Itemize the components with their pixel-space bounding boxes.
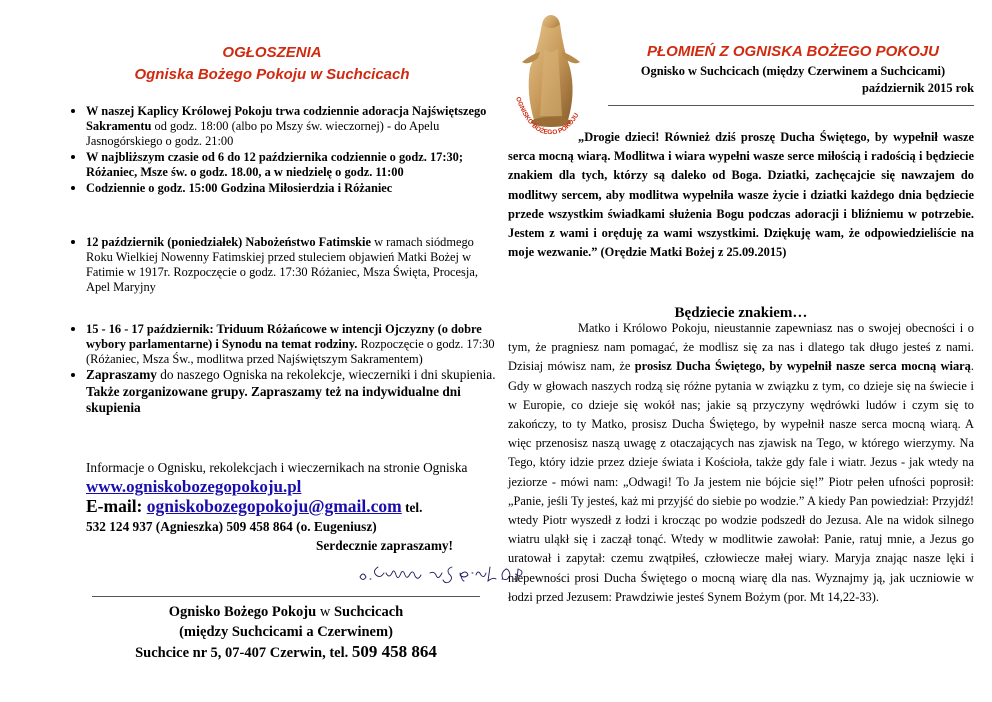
list-item: [86, 367, 496, 417]
announcement-triduum: [64, 321, 496, 417]
footer-address: [56, 602, 516, 663]
announcements-title: OGŁOSZENIA: [222, 44, 322, 61]
announcement-list: [64, 103, 496, 196]
tel-label: tel.: [401, 500, 423, 515]
footer-w: w: [316, 604, 334, 620]
announcement-text: Rozpoczęcie o godz. 17:30 (Różaniec, Msza Św., modlitwa przed Najświętszym Sakramentem): [86, 337, 495, 366]
article-heading: Będziecie znakiem…: [674, 305, 808, 321]
announcement-text: od godz. 18:00 (albo po Mszy św. wieczornej) - do Apelu Jasnogórskiego o godz. 21:00: [86, 119, 440, 148]
article-text: . Gdy w głowach naszych rodzą się różne pytania w związku z tym, co dzieje się na świecie i w Europie, co dzieje się wokół nas; jakie są przyczyny wędrówki ludów i czym się to zakończy, to ty Matko, prosisz Ducha Świętego, by wypełnił nasze serca mocną wiarą. A więc przenosisz naszą uwagę z otaczających nas zjawisk na Tego, w którego wierzymy. Na Tego, który idzie przez dzieje świata i Kościoła, także gdy fale i wiatr. Jezus - jak wtedy na jeziorze - mówi nam: „Odwagi! To Ja jestem nie bójcie się!” Piotr pełen ufności poprosił: „Panie, jeśli Ty jesteś, każ mi przyjść do siebie po wodzie.” A kiedy Pan powiedział: Przyjdź! wtedy Piotr wyszedł z łodzi i krocząc po wodzie podszedł do Jezusa. Ale na widok silnego wiatru uląkł się i zaczął tonąć. Wtedy w modlitwie zawołał: Panie, ratuj mnie, a Jezus go uratował i zapytał: czemu zwątpiłeś, człowiecze małej wiary. Maryja znając nasze lęki i niepewności prosi Ducha Świętego o mocną wiarę dla nas. Wyznajmy ją, jak uczniowie w łodzi przed Jezusem: Prawdziwie jesteś Synem Bożym (por. Mt 14,22-33).: [508, 359, 974, 604]
footer-phone: 509 458 864: [351, 642, 437, 661]
list-item: [86, 180, 496, 196]
footer-place: Suchcicach: [333, 604, 404, 620]
statue-caption: OGNISKO BOŻEGO POKOJU: [514, 96, 581, 137]
madonna-statue-logo: [508, 8, 594, 138]
footer-name: Ognisko Bożego Pokoju: [168, 604, 317, 620]
newsletter-date: październik 2015 rok: [862, 81, 974, 95]
newsletter-title: PŁOMIEŃ Z OGNISKA BOŻEGO POKOJU: [647, 43, 939, 60]
info-text: Informacje o Ognisku, rekolekcjach i wieczernikach na stronie Ogniska: [86, 460, 468, 475]
article-body: [508, 319, 974, 607]
list-item: [86, 234, 496, 295]
announcements-subtitle: Ogniska Bożego Pokoju w Suchcicach: [134, 66, 410, 83]
handwritten-signature: [356, 561, 526, 585]
article-bold: prosisz Ducha Świętego, by wypełnił nasze serca mocną wiarą: [634, 359, 971, 374]
announcement-bold: 15 - 16 - 17 październik: Triduum Różańcowe w intencji Ojczyzny (o dobre wybory parlamentarne) i Synodu na temat rodziny.: [86, 322, 482, 351]
email-label: E-mail:: [86, 496, 147, 516]
announcement-bold: W najbliższym czasie od 6 do 12 października codziennie o godz. 17:30; Różaniec, Msze św. o godz. 18.00, a w niedzielę o godz. 11:00: [86, 150, 463, 179]
announcement-bold: W naszej Kaplicy Królowej Pokoju trwa codziennie adoracja Najświętszego Sakramentu: [86, 104, 487, 133]
announcement-fatima: [64, 234, 496, 295]
list-item: [86, 103, 496, 149]
announcement-bold: Zapraszamy: [86, 367, 157, 382]
announcement-bold: Także zorganizowane grupy. Zapraszamy też na indywidualne dni skupienia: [86, 383, 461, 415]
divider: [608, 105, 974, 106]
divider: [92, 596, 480, 597]
greeting: Serdecznie zapraszamy!: [316, 538, 453, 553]
list-item: [86, 149, 496, 180]
madonna-message: „Drogie dzieci! Również dziś proszę Ducha Świętego, by wypełnił wasze serca mocną wiarą. Modlitwa i wiara wypełni wasze serce miłością i radością i będziecie znakiem dla tych, którzy są daleko od Boga. Dziatki, zachęcajcie się nawzajem do modlitwy sercem, aby modlitwa wypełniła wasze życie i dziatki każdego dnia będziecie przede wszystkim świadkami służenia Bogu podczas adoracji i bliźniemu w potrzebie. Jestem z wami i oręduję za wami wszystkimi. Dziękuję wam, że odpowiedzieliście na moje wezwanie.” (Orędzie Matki Bożej z 25.09.2015): [508, 130, 974, 260]
article-text: Matko i Królowo Pokoju, nieustannie zapewniasz nas o swojej obecności i o tym, że pragniesz nam pomagać, że modlisz się za nas i dlatego tak długo jesteś z nami. Dzisiaj mówisz nam, że: [508, 321, 974, 374]
website-link[interactable]: www.ogniskobozegopokoju.pl: [86, 477, 302, 496]
footer-location: (między Suchcicami a Czerwinem): [179, 624, 393, 640]
announcement-text: do naszego Ogniska na rekolekcje, wieczerniki i dni skupienia.: [156, 367, 496, 382]
announcement-bold: Codziennie o godz. 15:00 Godzina Miłosierdzia i Różaniec: [86, 181, 393, 195]
email-link[interactable]: ogniskobozegopokoju@gmail.com: [146, 496, 402, 516]
announcement-bold: 12 październik (poniedziałek) Nabożeństwo Fatimskie: [86, 235, 371, 249]
contact-info: [86, 458, 486, 536]
list-item: [86, 321, 496, 367]
newsletter-subtitle: Ognisko w Suchcicach (między Czerwinem a Suchcicami): [640, 64, 946, 78]
footer-address-line: Suchcice nr 5, 07-407 Czerwin, tel.: [135, 645, 352, 661]
announcement-text: w ramach siódmego Roku Wielkiej Nowenny Fatimskiej przed stuleciem objawień Matki Bożej w Fatimie w 1917r. Rozpoczęcie o godz. 17:30 Różaniec, Msza Święta, Procesja, Apel Maryjny: [86, 235, 478, 294]
phone-numbers: 532 124 937 (Agnieszka) 509 458 864 (o. Eugeniusz): [86, 519, 377, 534]
